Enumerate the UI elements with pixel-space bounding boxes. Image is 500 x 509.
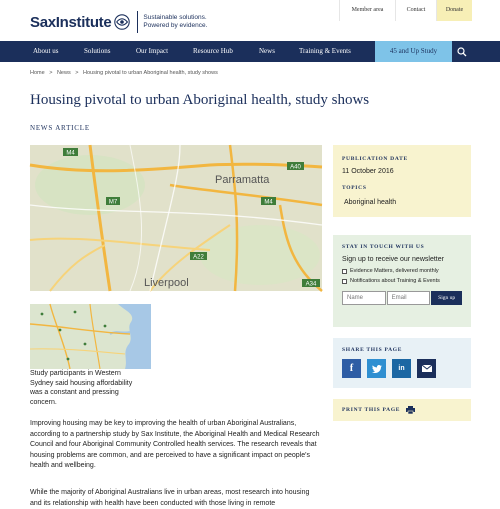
breadcrumb-news[interactable]: News [56, 70, 71, 76]
printer-icon[interactable] [406, 406, 415, 414]
topic-tag-aboriginal-health[interactable]: Aboriginal health [344, 199, 397, 206]
map-label-m7: M7 [108, 199, 118, 206]
twitter-icon [372, 365, 382, 373]
signup-form [342, 291, 462, 305]
nav-resource-hub[interactable]: Resource Hub [193, 47, 233, 55]
small-map-graphic [30, 304, 151, 369]
map-label-parramatta: Parramatta [215, 174, 270, 186]
mail-icon [422, 365, 432, 372]
linkedin-icon: in [398, 365, 405, 372]
map-label-a40: A40 [290, 164, 301, 171]
print-box[interactable] [333, 399, 471, 421]
utility-nav [339, 0, 472, 21]
checkbox[interactable] [342, 269, 347, 274]
facebook-icon: f [349, 363, 354, 374]
article-paragraph: Improving housing may be key to improving the health of urban Aboriginal Australians, according to a partnership study by Sax Institute, the Aboriginal Health and Medical Research Council and four Aboriginal Community Controlled health services. The research reveals that housing problems are common, and are perceived to have a significant impact on people's health and wellbeing. [30, 420, 320, 469]
breadcrumb-separator: > [49, 70, 53, 76]
share-icons [342, 359, 462, 378]
print-label[interactable]: PRINT THIS PAGE [342, 407, 401, 413]
hero-map-image [30, 145, 322, 291]
topics-label: TOPICS [342, 185, 367, 191]
email-share-button[interactable] [417, 359, 436, 378]
search-icon [457, 47, 467, 57]
nav-our-impact[interactable]: Our Impact [136, 47, 169, 55]
sax-institute-logo[interactable] [30, 10, 207, 34]
member-area-link[interactable]: Member area [339, 0, 395, 21]
nav-training-events[interactable]: Training & Events [299, 47, 351, 55]
map-label-a22: A22 [193, 254, 204, 261]
newsletter-option-training-events[interactable] [342, 278, 462, 284]
sign-up-button[interactable]: Sign up [431, 291, 462, 305]
linkedin-share-button[interactable] [392, 359, 411, 378]
publication-date-label: PUBLICATION DATE [342, 156, 408, 162]
breadcrumb-separator: > [75, 70, 79, 76]
nav-45-and-up-study[interactable]: 45 and Up Study [375, 41, 452, 62]
sydney-overview-map-image [30, 304, 151, 369]
page-title: Housing pivotal to urban Aboriginal health, study shows [30, 92, 370, 108]
article-kind-label: NEWS ARTICLE [30, 124, 90, 132]
stay-in-touch-label: STAY IN TOUCH WITH US [342, 244, 425, 250]
nav-solutions[interactable]: Solutions [84, 47, 111, 55]
email-field[interactable]: Email [387, 291, 431, 305]
newsletter-option-evidence-matters[interactable] [342, 268, 462, 274]
publication-date: 11 October 2016 [342, 168, 394, 175]
share-box [333, 338, 471, 388]
newsletter-box [333, 235, 471, 327]
breadcrumb [30, 70, 221, 76]
logo-swirl-icon [113, 13, 131, 31]
map-label-m4a: M4 [66, 150, 75, 157]
option-label: Evidence Matters, delivered monthly [350, 268, 439, 274]
name-field[interactable]: Name [342, 291, 386, 305]
map-graphic [30, 145, 322, 291]
logo-wordmark: SaxInstitute [30, 13, 112, 31]
donate-link[interactable]: Donate [436, 0, 472, 21]
breadcrumb-home[interactable]: Home [30, 70, 45, 76]
nav-about-us[interactable]: About us [33, 47, 59, 55]
logo-tagline-line2: Powered by evidence. [143, 22, 208, 29]
nav-search-button[interactable] [452, 41, 472, 62]
share-label: SHARE THIS PAGE [342, 347, 403, 353]
article-paragraph: While the majority of Aboriginal Australians live in urban areas, most research into housing and its relationship with health have been conducted with those living in remote [30, 489, 310, 507]
option-label: Notifications about Training & Events [350, 278, 440, 284]
checkbox[interactable] [342, 279, 347, 284]
map-label-a34: A34 [305, 281, 317, 288]
map-caption: Study participants in Western Sydney said housing affordability was a constant and pressing concern. [30, 370, 133, 406]
contact-link[interactable]: Contact [395, 0, 436, 21]
map-label-m4b: M4 [264, 199, 273, 206]
publication-info-box [333, 145, 471, 217]
facebook-share-button[interactable] [342, 359, 361, 378]
nav-news[interactable]: News [259, 47, 275, 55]
main-nav [0, 41, 500, 62]
logo-tagline [143, 14, 207, 30]
twitter-share-button[interactable] [367, 359, 386, 378]
newsletter-heading: Sign up to receive our newsletter [342, 256, 444, 263]
breadcrumb-current: Housing pivotal to urban Aboriginal health, study shows [83, 70, 218, 76]
map-label-liverpool: Liverpool [144, 277, 189, 289]
logo-divider [137, 11, 138, 33]
logo-tagline-line1: Sustainable solutions. [143, 14, 207, 21]
site-header [0, 0, 500, 41]
